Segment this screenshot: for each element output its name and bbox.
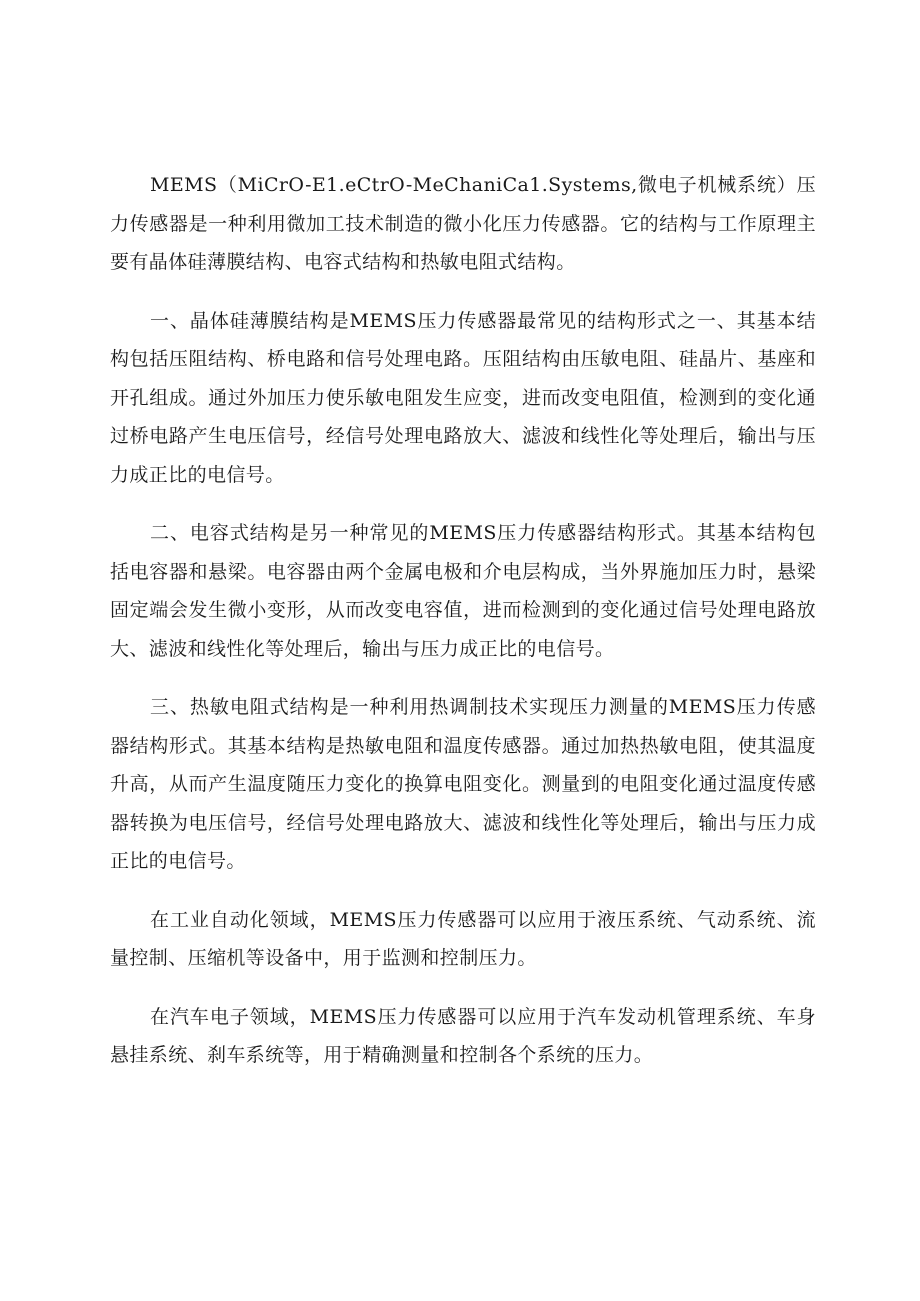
paragraph-industrial-automation: 在工业自动化领域，MEMS压力传感器可以应用于液压系统、气动系统、流量控制、压缩机等设备中，用于监测和控制压力。 bbox=[110, 908, 816, 969]
paragraph-capacitive-structure: 二、电容式结构是另一种常见的MEMS压力传感器结构形式。其基本结构包括电容器和悬梁。电容器由两个金属电极和介电层构成，当外界施加压力时，悬梁固定端会发生微小变形，从而改变电容值，进而检测到的变化通过信号处理电路放大、滤波和线性化等处理后，输出与压力成正比的电信号。 bbox=[110, 522, 816, 660]
paragraph-crystal-silicon-film: 一、晶体硅薄膜结构是MEMS压力传感器最常见的结构形式之一、其基本结构包括压阻结构、桥电路和信号处理电路。压阻结构由压敏电阻、硅晶片、基座和开孔组成。通过外加压力使乐敏电阻发生应变，进而改变电阻值，检测到的变化通过桥电路产生电压信号，经信号处理电路放大、滤波和线性化等处理后，输出与压力成正比的电信号。 bbox=[110, 309, 816, 486]
intro-paragraph: MEMS（MiCrO-E1.eCtrO-MeChaniCa1.Systems,微电子机械系统）压力传感器是一种利用微加工技术制造的微小化压力传感器。它的结构与工作原理主要有晶体硅薄膜结构、电容式结构和热敏电阻式结构。 bbox=[110, 174, 816, 273]
document-page bbox=[110, 166, 816, 1095]
paragraph-thermistor-structure: 三、热敏电阻式结构是一种利用热调制技术实现压力测量的MEMS压力传感器结构形式。其基本结构是热敏电阻和温度传感器。通过加热热敏电阻，使其温度升高，从而产生温度随压力变化的换算电阻变化。测量到的电阻变化通过温度传感器转换为电压信号，经信号处理电路放大、滤波和线性化等处理后，输出与压力成正比的电信号。 bbox=[110, 696, 816, 872]
paragraph-automotive-electronics: 在汽车电子领域，MEMS压力传感器可以应用于汽车发动机管理系统、车身悬挂系统、刹车系统等，用于精确测量和控制各个系统的压力。 bbox=[110, 1005, 816, 1066]
